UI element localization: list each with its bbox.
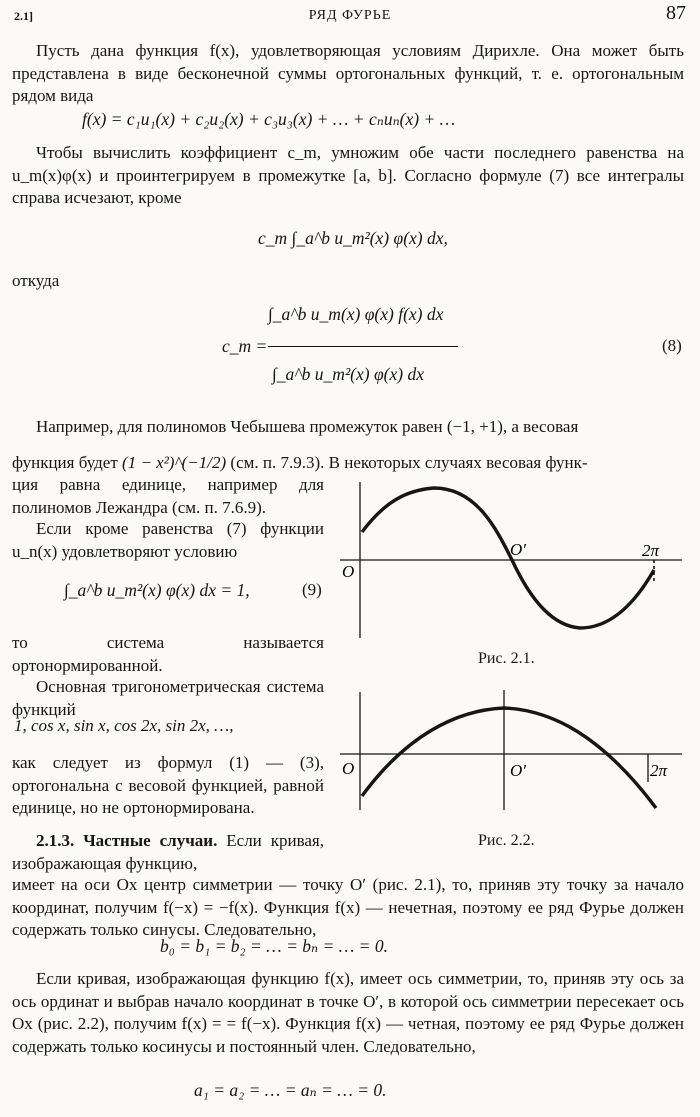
- equation-number-9: (9): [302, 580, 322, 599]
- paragraph-3: откуда: [12, 271, 60, 290]
- formula-integral-cm: c_m ∫_a^b u_m²(x) φ(x) dx,: [258, 228, 448, 248]
- formula-cm-numerator: ∫_a^b u_m(x) φ(x) f(x) dx: [268, 304, 444, 324]
- figure-2-2: [336, 686, 686, 816]
- paragraph-7: то система называется ортонормированной.: [12, 633, 324, 675]
- fig2-center-label: O′: [510, 761, 526, 780]
- section-heading: 2.1.3. Частные случаи.: [36, 831, 218, 850]
- fraction-bar: [268, 346, 458, 347]
- paragraph-2: Чтобы вычислить коэффициент c_m, умножим обе части последнего равенства на u_m(x)φ(x) и проинтегрируем в промежутке [a, b]. Согласно формуле (7) все интегралы справа исчезают, кроме: [12, 143, 684, 207]
- fig1-end-label: 2π: [642, 541, 660, 560]
- fig1-center-label: O′: [510, 540, 526, 559]
- paragraph-11: имеет на оси Ox центр симметрии — точку O′ (рис. 2.1), то, приняв эту точку за начало координат, получим f(−x) = −f(x). Функция f(x) — нечетная, поэтому ее ряд Фурье должен содержать только синусы. Следовательно,: [12, 875, 684, 939]
- paragraph-4-line2: [12, 452, 588, 475]
- fig2-end-label: 2π: [650, 761, 668, 780]
- paragraph-5: ция равна единице, например для полиномов Лежандра (см. п. 7.6.9).: [12, 475, 324, 517]
- paragraph-4: Например, для полиномов Чебышева промежуток равен (−1, +1), а весовая: [36, 417, 579, 436]
- formula-b-coeffs: b₀ = b₁ = b₂ = … = bₙ = … = 0.: [160, 936, 388, 956]
- fig2-cosine-curve: [362, 708, 656, 808]
- paragraph-9: как следует из формул (1) — (3), ортогональна с весовой функцией, равной единице, но не ортонормирована.: [12, 753, 324, 817]
- paragraph-6: Если кроме равенства (7) функции u_n(x) удовлетворяют условию: [12, 519, 324, 561]
- equation-number-8: (8): [662, 336, 682, 355]
- paragraph-4-after: (см. п. 7.9.3). В некоторых случаях весовая функ-: [230, 453, 588, 472]
- chebyshev-weight: (1 − x²)^(−1/2): [122, 453, 227, 472]
- fig2-origin-label: O: [342, 759, 355, 778]
- formula-series: f(x) = c₁u₁(x) + c₂u₂(x) + c₃u₃(x) + … + cₙuₙ(x) + …: [82, 109, 456, 129]
- paragraph-8: Основная тригонометрическая система функций: [12, 677, 324, 719]
- fig1-sine-curve: [362, 488, 654, 628]
- formula-orthonormal: ∫_a^b u_m²(x) φ(x) dx = 1,: [64, 580, 250, 600]
- formula-cm-lhs: c_m =: [222, 336, 268, 356]
- paragraph-10-text: Если кривая, изображающая функцию,: [12, 831, 324, 873]
- page-number: 87: [666, 2, 686, 24]
- section-number: 2.1]: [14, 9, 33, 23]
- formula-trig-system: 1, cos x, sin x, cos 2x, sin 2x, …,: [14, 716, 234, 735]
- fig2-caption: Рис. 2.2.: [478, 832, 535, 849]
- fig1-caption: Рис. 2.1.: [478, 650, 535, 667]
- paragraph-4-before: функция будет: [12, 453, 118, 472]
- paragraph-10: [12, 830, 324, 875]
- formula-cm-denominator: ∫_a^b u_m²(x) φ(x) dx: [272, 364, 424, 384]
- formula-a-coeffs: a₁ = a₂ = … = aₙ = … = 0.: [194, 1080, 387, 1100]
- running-title: РЯД ФУРЬЕ: [308, 8, 392, 23]
- paragraph-12: Если кривая, изображающая функцию f(x), имеет ось симметрии, то, приняв эту ось за ось ординат и выбрав начало координат в точке O′, в которой ось симметрии пересекает ось Ox (рис. 2.2), получим f(x) = = f(−x). Функция f(x) — четная, поэтому ее ряд Фурье должен содержать только косинусы и постоянный член. Следовательно,: [12, 969, 684, 1056]
- fig1-origin-label: O: [342, 562, 355, 581]
- figure-2-1: [336, 478, 686, 640]
- paragraph-1: Пусть дана функция f(x), удовлетворяющая условиям Дирихле. Она может быть представлена в виде бесконечной суммы ортогональных функций, т. е. ортогональным рядом вида: [12, 41, 684, 105]
